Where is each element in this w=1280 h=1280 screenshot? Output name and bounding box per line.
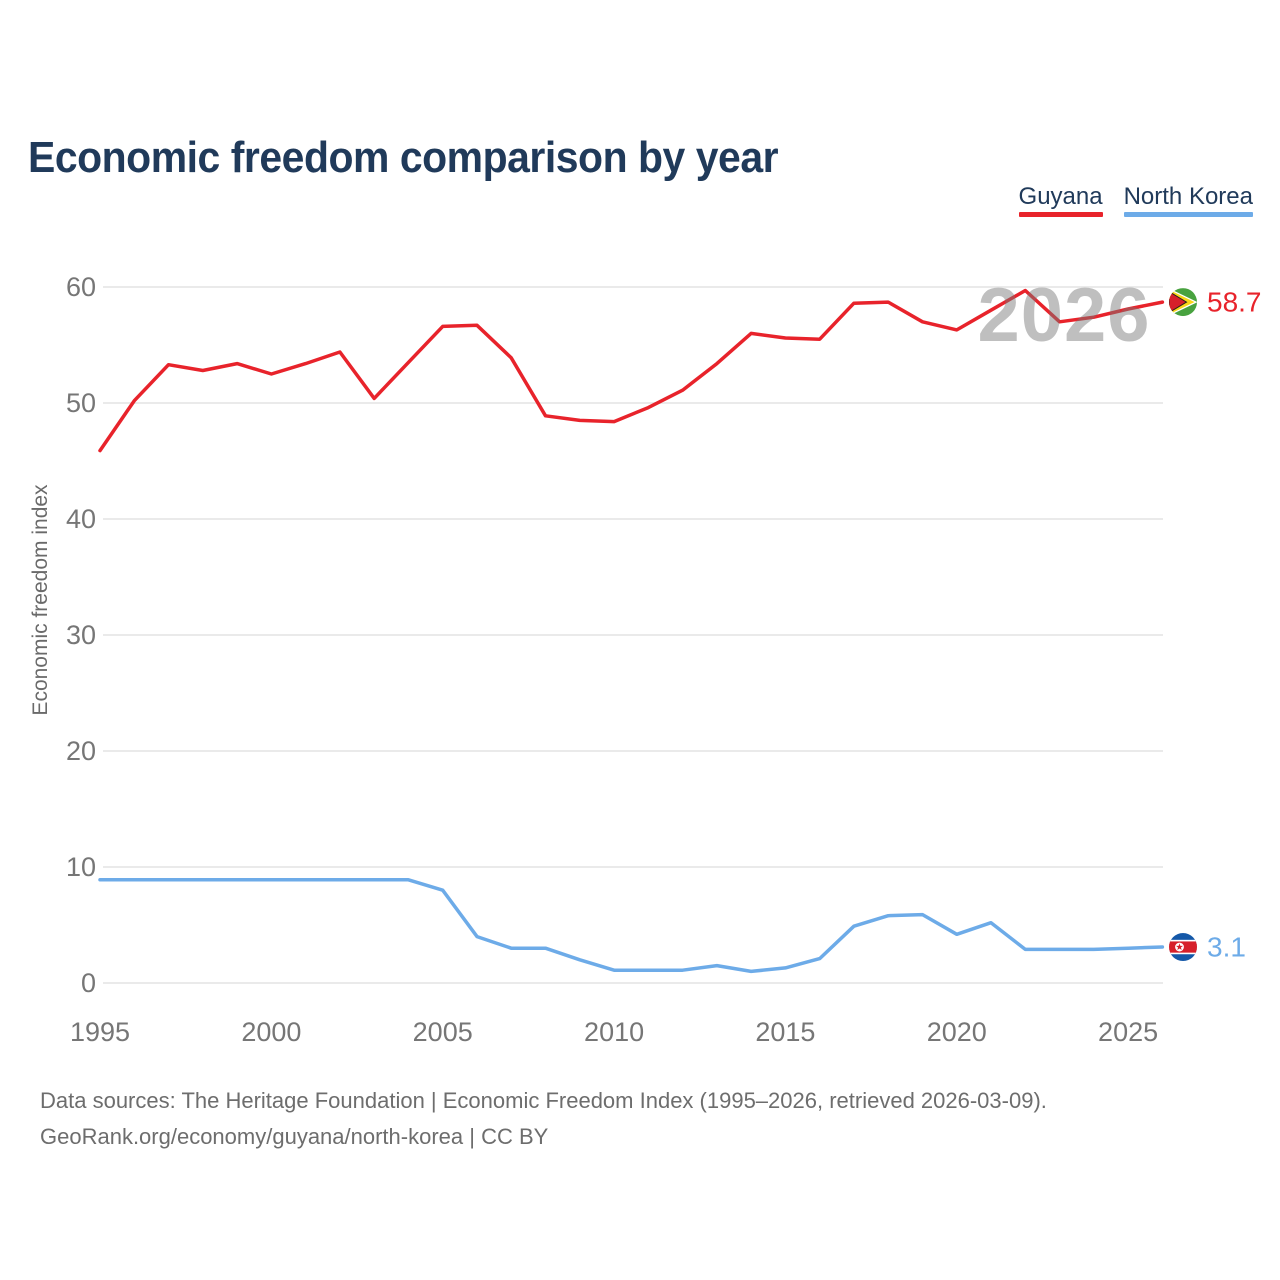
- y-tick-label: 10: [65, 852, 96, 882]
- x-tick-label: 2005: [412, 1017, 473, 1047]
- x-tick-label: 2000: [241, 1017, 302, 1047]
- footer-sources-line: Data sources: The Heritage Foundation | Economic Freedom Index (1995–2026, retrieved 2026-03-09).: [40, 1088, 1047, 1113]
- y-tick-label: 50: [65, 388, 96, 418]
- y-axis-title: Economic freedom index: [29, 484, 52, 716]
- x-tick-label: 2010: [584, 1017, 645, 1047]
- y-tick-label: 0: [80, 968, 96, 998]
- series-line-north-korea: [100, 880, 1162, 972]
- y-tick-label: 60: [65, 272, 96, 302]
- watermark-year: 2026: [977, 273, 1151, 358]
- y-tick-label: 30: [65, 620, 96, 650]
- north-korea-end-value: 3.1: [1207, 931, 1246, 963]
- y-tick-label: 40: [65, 504, 96, 534]
- x-tick-label: 1995: [69, 1017, 131, 1047]
- guyana-flag-icon: [1169, 288, 1197, 316]
- north-korea-flag-icon: [1169, 933, 1197, 961]
- x-tick-label: 2025: [1098, 1017, 1159, 1047]
- x-tick-label: 2020: [926, 1017, 987, 1047]
- data-sources-footer: [40, 1083, 1047, 1155]
- y-tick-label: 20: [65, 736, 96, 766]
- x-tick-label: 2015: [755, 1017, 816, 1047]
- guyana-end-value: 58.7: [1207, 286, 1262, 318]
- series-lines: [100, 291, 1162, 972]
- footer-attribution-line: GeoRank.org/economy/guyana/north-korea | CC BY: [40, 1124, 549, 1149]
- page-title: Economic freedom comparison by year: [28, 133, 779, 183]
- axis-labels: [66, 272, 1158, 1047]
- legend-label-north-korea[interactable]: North Korea: [1123, 183, 1253, 210]
- legend-label-guyana[interactable]: Guyana: [1018, 183, 1103, 210]
